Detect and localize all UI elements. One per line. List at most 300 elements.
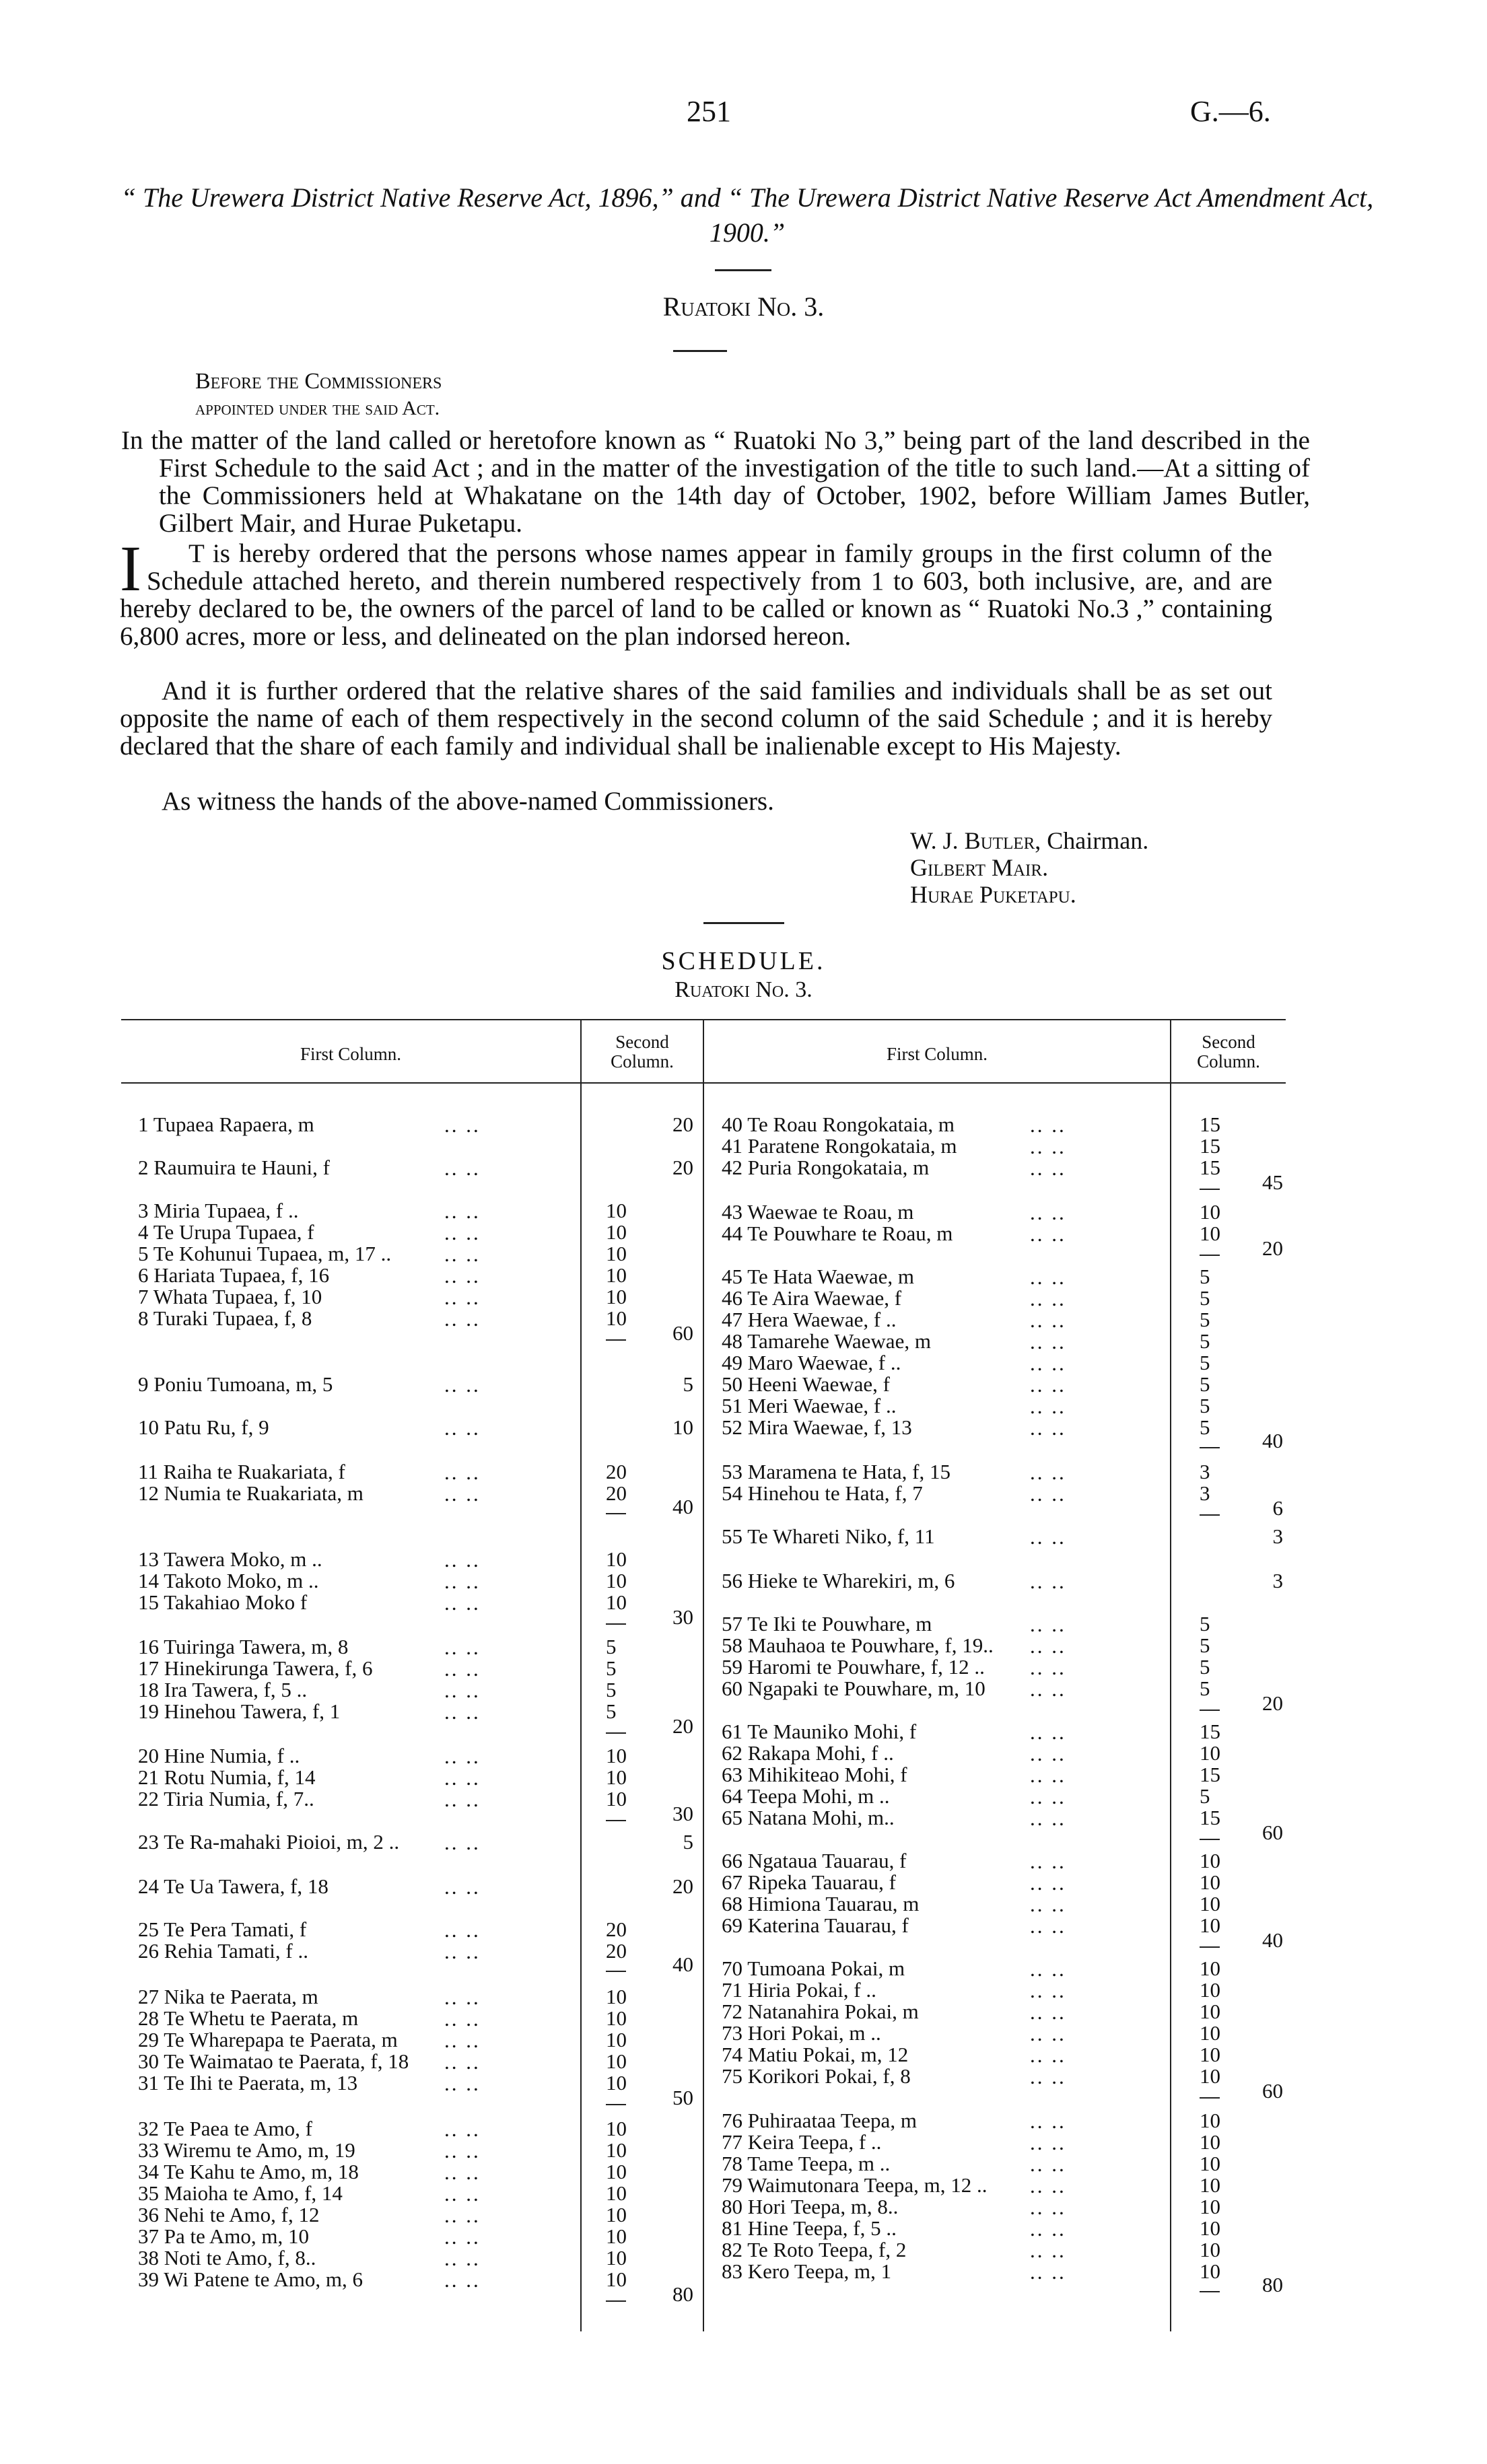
family-share: 60 (1262, 2079, 1283, 2103)
owner-entry: 7 Whata Tupaea, f, 10 (138, 1285, 322, 1308)
leader-dots: .. .. (1030, 1871, 1066, 1895)
leader-dots: .. .. (444, 1548, 481, 1572)
leader-dots: .. .. (444, 1831, 481, 1854)
leader-dots: .. .. (444, 2072, 481, 2095)
leader-dots: .. .. (1030, 2000, 1066, 2024)
owner-entry: 69 Katerina Tauarau, f (722, 1913, 909, 1937)
further-order-paragraph: And it is further ordered that the relative shares of the said families and individuals shall be as set out opposite the name of each of them respectively in the second column of the said Schedule ; and it is hereby declared that the share of each family and individual shall be inalienable except to His Majesty. (120, 676, 1272, 761)
leader-dots: .. .. (1030, 1416, 1066, 1440)
divider (673, 350, 727, 352)
owner-entry: 77 Keira Teepa, f .. (722, 2130, 882, 2154)
leader-dots: .. .. (444, 2204, 481, 2227)
leader-dots: .. .. (444, 1918, 481, 1942)
individual-share: 10 (606, 2203, 627, 2226)
owner-entry: 63 Mihikiteao Mohi, f (722, 1763, 907, 1786)
owner-entry: 14 Takoto Moko, m .. (138, 1569, 319, 1592)
matter-paragraph: In the matter of the land called or heretofore known as “ Ruatoki No 3,” being part of the land described in the First Schedule to the said Act ; and in the matter of the investigation of the title to such land.—At a sitting of the Commissioners held at Whakatane on the 14th day of October, 1902, before William James Butler, Gilbert Mair, and Hurae Puketapu. (121, 426, 1310, 538)
subtotal-rule (606, 1820, 626, 1821)
signature-name: Gilbert Mair (910, 854, 1043, 881)
owner-entry: 74 Matiu Pokai, m, 12 (722, 2043, 909, 2066)
individual-share: 10 (606, 1787, 627, 1810)
leader-dots: .. .. (444, 1985, 481, 2009)
individual-share: 15 (1200, 1134, 1220, 1158)
individual-share: 5 (1200, 1372, 1210, 1396)
leader-dots: .. .. (1030, 2260, 1066, 2284)
leader-dots: .. .. (444, 1700, 481, 1724)
owner-entry: 22 Tiria Numia, f, 7.. (138, 1787, 314, 1810)
owner-entry: 12 Numia te Ruakariata, m (138, 1481, 364, 1505)
family-share: 60 (1262, 1821, 1283, 1844)
family-share: 40 (1262, 1928, 1283, 1952)
individual-share: 5 (606, 1699, 617, 1723)
individual-share: 10 (1200, 2195, 1220, 2218)
owner-entry: 2 Raumuira te Hauni, f (138, 1156, 330, 1179)
owner-entry: 25 Te Pera Tamati, f (138, 1917, 307, 1941)
individual-share: 5 (1200, 1677, 1210, 1700)
individual-share: 20 (606, 1917, 627, 1941)
leader-dots: .. .. (444, 1788, 481, 1811)
leader-dots: .. .. (1030, 1785, 1066, 1808)
owner-entry: 6 Hariata Tupaea, f, 16 (138, 1263, 330, 1287)
leader-dots: .. .. (1030, 1806, 1066, 1830)
header-label: Column. (1197, 1051, 1260, 1071)
owner-entry: 55 Te Whareti Niko, f, 11 (722, 1524, 935, 1548)
header-second-column-right (1171, 1032, 1286, 1071)
subtotal-rule (1200, 1514, 1220, 1516)
individual-share: 15 (1200, 1806, 1220, 1829)
family-share: 30 (672, 1605, 693, 1629)
individual-share: 10 (606, 1285, 627, 1308)
owner-entry: 33 Wiremu te Amo, m, 19 (138, 2138, 355, 2162)
owner-entry: 61 Te Mauniko Mohi, f (722, 1720, 917, 1743)
individual-share: 5 (1200, 1265, 1210, 1288)
leader-dots: .. .. (1030, 1850, 1066, 1873)
individual-share: 10 (1200, 2064, 1220, 2088)
before-commissioners-line: Before the Commissioners (195, 369, 442, 394)
individual-share: 10 (1200, 2109, 1220, 2132)
owner-entry: 8 Turaki Tupaea, f, 8 (138, 1306, 312, 1330)
leader-dots: .. .. (1030, 1373, 1066, 1397)
leader-dots: .. .. (444, 1460, 481, 1484)
owner-entry: 30 Te Waimatao te Paerata, f, 18 (138, 2049, 409, 2073)
individual-share: 15 (1200, 1763, 1220, 1786)
subtotal-rule (606, 1513, 626, 1514)
individual-share: 10 (606, 1985, 627, 2008)
owner-entry: 48 Tamarehe Waewae, m (722, 1329, 931, 1353)
subtotal-rule (606, 2104, 626, 2105)
individual-share: 5 (606, 1678, 617, 1701)
individual-share: 15 (1200, 1156, 1220, 1179)
individual-share: 10 (606, 1242, 627, 1265)
subtotal-rule (1200, 1255, 1220, 1256)
subtotal-rule (606, 1732, 626, 1734)
subtotal-rule (606, 1339, 626, 1341)
subtotal-rule (1200, 2291, 1220, 2292)
individual-share: 5 (1200, 1633, 1210, 1657)
owner-entry: 18 Ira Tawera, f, 5 .. (138, 1678, 308, 1701)
owner-entry: 24 Te Ua Tawera, f, 18 (138, 1874, 328, 1898)
individual-share: 10 (606, 1569, 627, 1592)
owner-entry: 29 Te Wharepapa te Paerata, m (138, 2028, 398, 2051)
individual-share: 10 (1200, 2238, 1220, 2261)
block-heading: Ruatoki No. 3. (662, 291, 825, 322)
owner-entry: 4 Te Urupa Tupaea, f (138, 1220, 314, 1244)
leader-dots: .. .. (1030, 2195, 1066, 2219)
individual-share: 10 (606, 1199, 627, 1222)
leader-dots: .. .. (444, 1875, 481, 1899)
owner-entry: 64 Teepa Mohi, m .. (722, 1784, 890, 1808)
family-share: 20 (672, 1156, 693, 1179)
owner-entry: 13 Tawera Moko, m .. (138, 1547, 322, 1571)
owner-entry: 11 Raiha te Ruakariata, f (138, 1460, 345, 1483)
witness-paragraph: As witness the hands of the above-named Commissioners. (162, 787, 774, 816)
signature-name: W. J. Butler (910, 827, 1035, 854)
document-reference: G.—6. (1190, 95, 1271, 128)
owner-entry: 21 Rotu Numia, f, 14 (138, 1765, 316, 1789)
owner-entry: 47 Hera Waewae, f .. (722, 1308, 897, 1331)
owner-entry: 70 Tumoana Pokai, m (722, 1957, 905, 1980)
signature-mair (910, 853, 1048, 882)
individual-share: 10 (1200, 2216, 1220, 2240)
owner-entry: 39 Wi Patene te Amo, m, 6 (138, 2267, 363, 2291)
individual-share: 20 (606, 1460, 627, 1483)
appointed-line: appointed under the said Act. (195, 397, 440, 419)
leader-dots: .. .. (1030, 2109, 1066, 2133)
individual-share: 10 (1200, 1200, 1220, 1224)
subtotal-rule (1200, 1710, 1220, 1711)
family-share: 40 (672, 1495, 693, 1518)
individual-share: 15 (1200, 1720, 1220, 1743)
owner-entry: 17 Hinekirunga Tawera, f, 6 (138, 1656, 373, 1680)
family-share: 45 (1262, 1170, 1283, 1194)
leader-dots: .. .. (1030, 2043, 1066, 2067)
owner-entry: 19 Hinehou Tawera, f, 1 (138, 1699, 341, 1723)
subtotal-rule (1200, 1189, 1220, 1190)
individual-share: 20 (606, 1939, 627, 1963)
family-share: 60 (672, 1321, 693, 1345)
leader-dots: .. .. (444, 2117, 481, 2141)
individual-share: 5 (1200, 1308, 1210, 1331)
owner-entry: 26 Rehia Tamati, f .. (138, 1939, 308, 1963)
leader-dots: .. .. (444, 1307, 481, 1331)
individual-share: 10 (1200, 1892, 1220, 1915)
owner-entry: 16 Tuiringa Tawera, m, 8 (138, 1635, 349, 1658)
leader-dots: .. .. (444, 1657, 481, 1681)
leader-dots: .. .. (444, 1679, 481, 1702)
subtotal-rule (606, 1971, 626, 1972)
column-divider (580, 1019, 582, 2331)
leader-dots: .. .. (444, 1156, 481, 1180)
family-share: 40 (672, 1952, 693, 1976)
leader-dots: .. .. (444, 2029, 481, 2052)
individual-share: 10 (606, 1744, 627, 1767)
individual-share: 10 (606, 2006, 627, 2030)
leader-dots: .. .. (1030, 1656, 1066, 1679)
leader-dots: .. .. (1030, 1460, 1066, 1484)
signature-role: . (1070, 881, 1076, 908)
leader-dots: .. .. (1030, 2022, 1066, 2045)
owner-entry: 79 Waimutonara Teepa, m, 12 .. (722, 2173, 988, 2197)
header-first-column-left: First Column. (300, 1044, 402, 1064)
individual-share: 10 (606, 2138, 627, 2162)
family-share: 5 (683, 1372, 693, 1396)
leader-dots: .. .. (1030, 1308, 1066, 1332)
leader-dots: .. .. (1030, 2174, 1066, 2197)
individual-share: 10 (1200, 2173, 1220, 2197)
leader-dots: .. .. (444, 1221, 481, 1244)
individual-share: 10 (1200, 1870, 1220, 1894)
leader-dots: .. .. (1030, 1287, 1066, 1310)
signature-role: . (1042, 854, 1049, 881)
owner-entry: 5 Te Kohunui Tupaea, m, 17 .. (138, 1242, 392, 1265)
leader-dots: .. .. (1030, 1395, 1066, 1418)
family-share: 80 (1262, 2273, 1283, 2296)
owner-entry: 78 Tame Teepa, m .. (722, 2152, 891, 2175)
individual-share: 10 (606, 2049, 627, 2073)
individual-share: 10 (1200, 2000, 1220, 2023)
leader-dots: .. .. (1030, 1677, 1066, 1701)
owner-entry: 9 Poniu Tumoana, m, 5 (138, 1372, 333, 1396)
individual-share: 10 (1200, 2259, 1220, 2283)
leader-dots: .. .. (1030, 1482, 1066, 1506)
subtotal-rule (1200, 1839, 1220, 1840)
individual-share: 10 (1200, 2043, 1220, 2066)
individual-share: 5 (1200, 1784, 1210, 1808)
individual-share: 15 (1200, 1113, 1220, 1136)
owner-entry: 23 Te Ra-mahaki Pioioi, m, 2 .. (138, 1830, 400, 1854)
owner-entry: 20 Hine Numia, f .. (138, 1744, 300, 1767)
schedule-subtitle: Ruatoki No. 3. (675, 977, 812, 1002)
individual-share: 10 (606, 2028, 627, 2051)
family-share: 40 (1262, 1429, 1283, 1452)
owner-entry: 28 Te Whetu te Paerata, m (138, 2006, 359, 2030)
leader-dots: .. .. (444, 2007, 481, 2031)
individual-share: 5 (1200, 1612, 1210, 1635)
leader-dots: .. .. (444, 2247, 481, 2270)
individual-share: 5 (1200, 1286, 1210, 1310)
owner-entry: 66 Ngataua Tauarau, f (722, 1849, 907, 1872)
owner-entry: 51 Meri Waewae, f .. (722, 1394, 897, 1417)
individual-share: 10 (606, 1306, 627, 1330)
individual-share: 10 (606, 2246, 627, 2269)
family-share: 80 (672, 2282, 693, 2306)
owner-entry: 43 Waewae te Roau, m (722, 1200, 914, 1224)
leader-dots: .. .. (444, 1373, 481, 1397)
leader-dots: .. .. (1030, 1113, 1066, 1137)
divider (703, 922, 784, 924)
leader-dots: .. .. (444, 1264, 481, 1288)
individual-share: 10 (606, 1547, 627, 1571)
individual-share: 10 (1200, 1741, 1220, 1765)
header-second-column-left (582, 1032, 703, 1071)
leader-dots: .. .. (1030, 1135, 1066, 1158)
subtotal-rule (1200, 2097, 1220, 2099)
leader-dots: .. .. (1030, 1634, 1066, 1658)
page-number: 251 (687, 95, 731, 128)
individual-share: 10 (1200, 2021, 1220, 2045)
leader-dots: .. .. (444, 1591, 481, 1615)
individual-share: 3 (1200, 1481, 1210, 1505)
owner-entry: 73 Hori Pokai, m .. (722, 2021, 881, 2045)
leader-dots: .. .. (444, 2139, 481, 2162)
subtotal-rule (606, 1623, 626, 1625)
leader-dots: .. .. (444, 2182, 481, 2206)
owner-entry: 32 Te Paea te Amo, f (138, 2117, 312, 2140)
leader-dots: .. .. (1030, 2152, 1066, 2176)
owner-entry: 49 Maro Waewae, f .. (722, 1351, 901, 1374)
individual-share: 5 (1200, 1655, 1210, 1679)
leader-dots: .. .. (1030, 1979, 1066, 2002)
owner-entry: 35 Maioha te Amo, f, 14 (138, 2181, 343, 2205)
owner-entry: 52 Mira Waewae, f, 13 (722, 1415, 912, 1439)
owner-entry: 27 Nika te Paerata, m (138, 1985, 318, 2008)
subtotal-rule (1200, 1946, 1220, 1948)
individual-share: 5 (1200, 1329, 1210, 1353)
act-title: “ The Urewera District Native Reserve Act, 1896,” and “ The Urewera District Native Reserve Act Amendment Act, 1900.” (120, 182, 1374, 248)
owner-entry: 41 Paratene Rongokataia, m (722, 1134, 957, 1158)
leader-dots: .. .. (1030, 1742, 1066, 1765)
individual-share: 10 (606, 2267, 627, 2291)
leader-dots: .. .. (1030, 1351, 1066, 1375)
owner-entry: 72 Natanahira Pokai, m (722, 2000, 919, 2023)
owner-entry: 62 Rakapa Mohi, f .. (722, 1741, 894, 1765)
owner-entry: 34 Te Kahu te Amo, m, 18 (138, 2160, 359, 2183)
leader-dots: .. .. (1030, 1265, 1066, 1289)
individual-share: 10 (1200, 1849, 1220, 1872)
leader-dots: .. .. (444, 1286, 481, 1309)
leader-dots: .. .. (444, 1940, 481, 1963)
owner-entry: 36 Nehi te Amo, f, 12 (138, 2203, 320, 2226)
owner-entry: 71 Hiria Pokai, f .. (722, 1978, 876, 2002)
signature-butler (910, 826, 1148, 855)
individual-share: 10 (1200, 2130, 1220, 2154)
owner-entry: 42 Puria Rongokataia, m (722, 1156, 930, 1179)
leader-dots: .. .. (444, 2268, 481, 2292)
owner-entry: 15 Takahiao Moko f (138, 1590, 308, 1614)
family-share: 3 (1272, 1524, 1283, 1548)
individual-share: 10 (1200, 2152, 1220, 2175)
owner-entry: 10 Patu Ru, f, 9 (138, 1415, 269, 1439)
leader-dots: .. .. (1030, 1570, 1066, 1593)
owner-entry: 54 Hinehou te Hata, f, 7 (722, 1481, 923, 1505)
subtotal-rule (606, 2300, 626, 2302)
individual-share: 10 (1200, 1913, 1220, 1937)
column-divider (1170, 1019, 1171, 2331)
order-paragraph (120, 532, 1272, 651)
leader-dots: .. .. (1030, 1763, 1066, 1787)
owner-entry: 80 Hori Teepa, m, 8.. (722, 2195, 899, 2218)
schedule-title: SCHEDULE. (661, 947, 826, 975)
leader-dots: .. .. (1030, 1201, 1066, 1224)
divider (715, 269, 771, 271)
individual-share: 10 (606, 1263, 627, 1287)
owner-entry: 76 Puhiraataa Teepa, m (722, 2109, 917, 2132)
individual-share: 10 (606, 1220, 627, 1244)
individual-share: 3 (1200, 1460, 1210, 1483)
individual-share: 10 (606, 2224, 627, 2248)
owner-entry: 57 Te Iki te Pouwhare, m (722, 1612, 932, 1635)
leader-dots: .. .. (1030, 1525, 1066, 1549)
leader-dots: .. .. (444, 1745, 481, 1768)
leader-dots: .. .. (1030, 2131, 1066, 2154)
leader-dots: .. .. (1030, 1720, 1066, 1744)
leader-dots: .. .. (444, 2160, 481, 2184)
leader-dots: .. .. (444, 1635, 481, 1659)
owner-entry: 53 Maramena te Hata, f, 15 (722, 1460, 951, 1483)
owner-entry: 1 Tupaea Rapaera, m (138, 1113, 314, 1136)
leader-dots: .. .. (444, 1482, 481, 1506)
subtotal-rule (1200, 1447, 1220, 1448)
header-first-column-right: First Column. (886, 1044, 988, 1064)
owner-entry: 50 Heeni Waewae, f (722, 1372, 890, 1396)
leader-dots: .. .. (444, 1416, 481, 1440)
individual-share: 10 (606, 2117, 627, 2140)
owner-entry: 3 Miria Tupaea, f .. (138, 1199, 299, 1222)
signature-name: Hurae Puketapu (910, 881, 1070, 908)
drop-cap: I (120, 532, 141, 604)
signature-puketapu (910, 880, 1076, 909)
individual-share: 10 (1200, 1222, 1220, 1245)
owner-entry: 44 Te Pouwhare te Roau, m (722, 1222, 953, 1245)
individual-share: 5 (1200, 1415, 1210, 1439)
leader-dots: .. .. (444, 2225, 481, 2249)
family-share: 5 (683, 1830, 693, 1854)
family-share: 20 (1262, 1691, 1283, 1715)
leader-dots: .. .. (1030, 1330, 1066, 1353)
family-share: 3 (1272, 1569, 1283, 1592)
header-label: Second (1202, 1032, 1255, 1052)
column-divider (703, 1019, 704, 2331)
owner-entry: 59 Haromi te Pouwhare, f, 12 .. (722, 1655, 985, 1679)
leader-dots: .. .. (1030, 1222, 1066, 1246)
family-share: 20 (1262, 1236, 1283, 1260)
leader-dots: .. .. (1030, 1893, 1066, 1916)
owner-entry: 68 Himiona Tauarau, m (722, 1892, 920, 1915)
family-share: 20 (672, 1874, 693, 1898)
owner-entry: 45 Te Hata Waewae, m (722, 1265, 914, 1288)
family-share: 30 (672, 1802, 693, 1825)
leader-dots: .. .. (444, 1199, 481, 1223)
individual-share: 10 (1200, 1978, 1220, 2002)
owner-entry: 38 Noti te Amo, f, 8.. (138, 2246, 316, 2269)
owner-entry: 75 Korikori Pokai, f, 8 (722, 2064, 911, 2088)
owner-entry: 31 Te Ihi te Paerata, m, 13 (138, 2071, 358, 2095)
header-label: Column. (611, 1051, 674, 1071)
owner-entry: 46 Te Aira Waewae, f (722, 1286, 902, 1310)
order-text: T is hereby ordered that the persons whose names appear in family groups in the first column of the Schedule attached hereto, and therein numbered respectively from 1 to 603, both inclusive, are, and are hereby declared to be, the owners of the parcel of land to be called or known as “ Ruatoki No.3 ,” containing 6,800 acres, more or less, and delineated on the plan indorsed hereon. (120, 539, 1272, 651)
owner-entry: 81 Hine Teepa, f, 5 .. (722, 2216, 897, 2240)
leader-dots: .. .. (1030, 1156, 1066, 1180)
leader-dots: .. .. (1030, 1914, 1066, 1938)
individual-share: 10 (606, 2071, 627, 2095)
individual-share: 5 (1200, 1394, 1210, 1417)
individual-share: 5 (1200, 1351, 1210, 1374)
family-share: 6 (1272, 1496, 1283, 1520)
individual-share: 5 (606, 1635, 617, 1658)
individual-share: 10 (606, 2160, 627, 2183)
leader-dots: .. .. (1030, 1957, 1066, 1981)
individual-share: 10 (1200, 1957, 1220, 1980)
leader-dots: .. .. (1030, 2217, 1066, 2241)
individual-share: 20 (606, 1481, 627, 1505)
leader-dots: .. .. (1030, 2065, 1066, 2088)
header-label: Second (615, 1032, 669, 1052)
family-share: 20 (672, 1714, 693, 1738)
owner-entry: 40 Te Roau Rongokataia, m (722, 1113, 955, 1136)
leader-dots: .. .. (444, 1570, 481, 1593)
owner-entry: 67 Ripeka Tauarau, f (722, 1870, 896, 1894)
signature-role: , Chairman. (1035, 827, 1149, 854)
